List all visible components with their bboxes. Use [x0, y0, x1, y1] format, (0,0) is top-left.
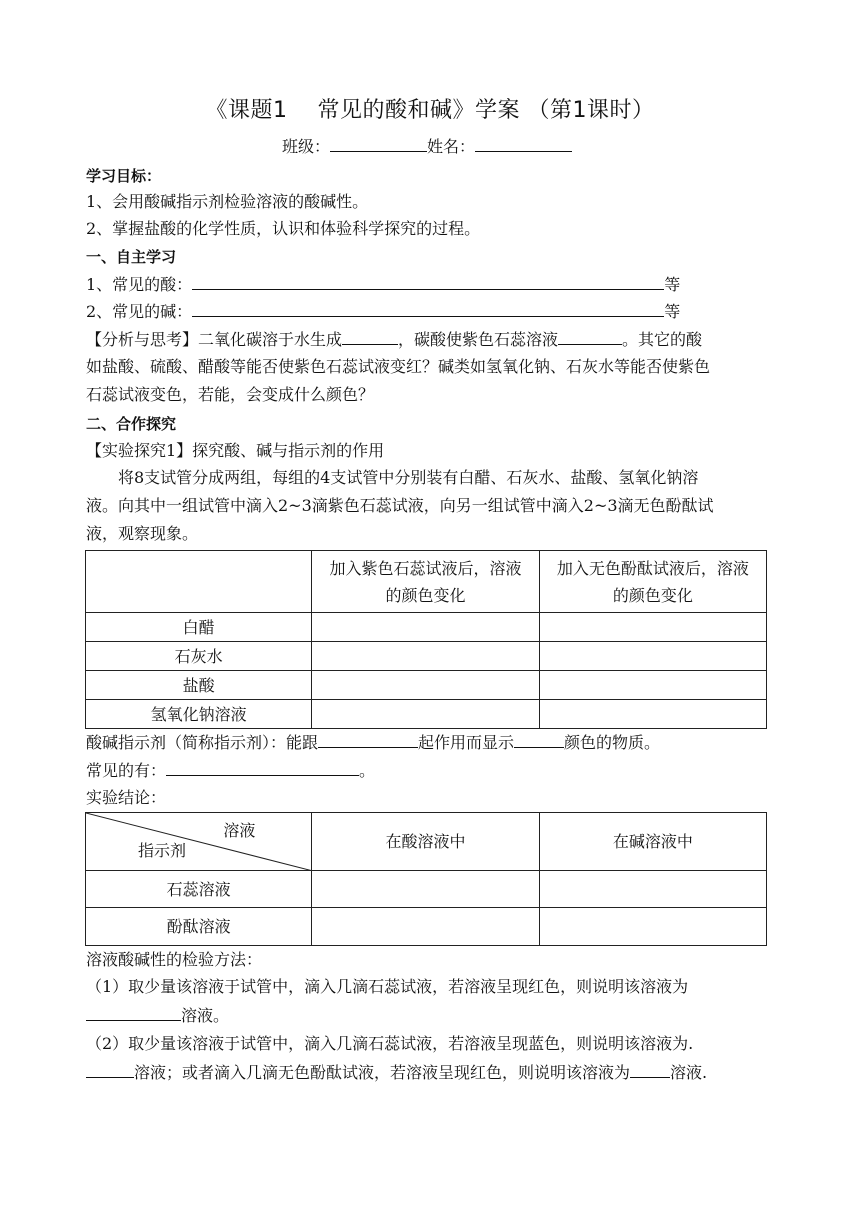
- table-header-row: [86, 813, 767, 871]
- test-item-2-line-1: （2）取少量该溶液于试管中，滴入几滴石蕊试液，若溶液呈现蓝色，则说明该溶液为.: [86, 1034, 694, 1053]
- analysis-blank-1[interactable]: [342, 328, 398, 345]
- section1-heading: 一、自主学习: [86, 248, 177, 266]
- test-method-heading: 溶液酸碱性的检验方法：: [86, 950, 263, 969]
- test-item-1-line-2: [86, 1004, 229, 1027]
- common-blank[interactable]: [166, 759, 359, 776]
- test-item-2-line-2: [86, 1061, 707, 1084]
- section2-heading: 二、合作探究: [86, 415, 177, 433]
- cell-naoh-phenol[interactable]: [539, 700, 766, 729]
- row-label-hcl: 盐酸: [86, 671, 312, 700]
- common-indicators-line: [86, 759, 375, 782]
- cell-vinegar-litmus[interactable]: [312, 613, 539, 642]
- experiment-line-1: 将8支试管分成两组，每组的4支试管中分别装有白醋、石灰水、盐酸、氢氧化钠溶: [118, 468, 699, 487]
- header-in-acid: 在酸溶液中: [312, 813, 539, 871]
- cell-hcl-phenol[interactable]: [539, 671, 766, 700]
- header-litmus-line-2: 的颜色变化: [385, 585, 466, 605]
- name-blank[interactable]: [475, 135, 572, 152]
- test-item-1-line-1: （1）取少量该溶液于试管中，滴入几滴石蕊试液，若溶液呈现红色，则说明该溶液为: [86, 977, 689, 996]
- table-header-row: [86, 551, 767, 613]
- analysis-line-3: 石蕊试液变色，若能，会变成什么颜色？: [86, 385, 375, 404]
- indicator-def-part1: 酸碱指示剂（简称指示剂）：能跟: [86, 733, 319, 752]
- base-suffix: 等: [664, 302, 681, 321]
- test-blank-1[interactable]: [86, 1004, 181, 1021]
- table-header-phenol: [539, 551, 766, 613]
- cell-limewater-phenol[interactable]: [539, 642, 766, 671]
- conclusion-table: [85, 812, 767, 946]
- common-acids-line: [86, 273, 680, 296]
- table-row: [86, 700, 767, 729]
- objective-item-1: 1、会用酸碱指示剂检验溶液的酸碱性。: [86, 192, 369, 211]
- acid-suffix: 等: [664, 275, 681, 294]
- cell-hcl-litmus[interactable]: [312, 671, 539, 700]
- row-label-limewater: 石灰水: [86, 642, 312, 671]
- table-row: [86, 642, 767, 671]
- analysis-part2: ，碳酸使紫色石蕊溶液: [398, 330, 559, 349]
- cell-naoh-litmus[interactable]: [312, 700, 539, 729]
- class-blank[interactable]: [330, 135, 427, 152]
- test-blank-3[interactable]: [630, 1061, 670, 1078]
- analysis-blank-2[interactable]: [558, 328, 622, 345]
- cell-litmus-base[interactable]: [539, 871, 766, 908]
- row-label-naoh: 氢氧化钠溶液: [86, 700, 312, 729]
- experiment-line-3: 液，观察现象。: [86, 524, 199, 543]
- class-name-line: [282, 135, 572, 158]
- row-label-phenolphthalein: 酚酞溶液: [86, 908, 312, 946]
- corner-top-label: 溶液: [223, 821, 256, 840]
- corner-bottom-label: 指示剂: [138, 841, 187, 860]
- indicator-results-table: [85, 550, 767, 729]
- table-row: [86, 671, 767, 700]
- page-title: 《课题1 常见的酸和碱》学案 （第1课时）: [205, 98, 655, 123]
- header-in-base: 在碱溶液中: [539, 813, 766, 871]
- analysis-line-1: [86, 328, 702, 351]
- test-item-2-part2: 溶液.: [670, 1063, 708, 1082]
- indicator-blank-1[interactable]: [318, 731, 418, 748]
- cell-litmus-acid[interactable]: [312, 871, 539, 908]
- test-item-2-part1: 溶液；或者滴入几滴无色酚酞试液，若溶液呈现红色，则说明该溶液为: [134, 1063, 631, 1082]
- analysis-part1: 【分析与思考】二氧化碳溶于水生成: [86, 330, 343, 349]
- header-phenol-line-2: 的颜色变化: [612, 585, 693, 605]
- test-item-1-suffix: 溶液。: [181, 1006, 230, 1025]
- common-part1: 常见的有：: [86, 761, 167, 780]
- indicator-definition-line: [86, 731, 660, 754]
- indicator-def-part3: 颜色的物质。: [564, 733, 661, 752]
- cell-vinegar-phenol[interactable]: [539, 613, 766, 642]
- table-row: [86, 908, 767, 946]
- cell-limewater-litmus[interactable]: [312, 642, 539, 671]
- analysis-part3: 。其它的酸: [622, 330, 703, 349]
- common-part2: 。: [359, 761, 376, 780]
- cell-phenol-base[interactable]: [539, 908, 766, 946]
- indicator-def-part2: 起作用而显示: [418, 733, 515, 752]
- cell-phenol-acid[interactable]: [312, 908, 539, 946]
- acid-blank[interactable]: [192, 273, 664, 290]
- base-blank[interactable]: [192, 300, 664, 317]
- indicator-blank-2[interactable]: [514, 731, 564, 748]
- conclusion-label: 实验结论：: [86, 788, 167, 807]
- table-header-litmus: [312, 551, 539, 613]
- objective-item-2: 2、掌握盐酸的化学性质，认识和体验科学探究的过程。: [86, 219, 481, 238]
- test-blank-2[interactable]: [86, 1061, 134, 1078]
- acid-prompt: 1、常见的酸：: [86, 275, 193, 294]
- header-litmus-line-1: 加入紫色石蕊试液后，溶液: [329, 558, 522, 578]
- name-label: 姓名：: [427, 137, 476, 156]
- header-phenol-line-1: 加入无色酚酞试液后，溶液: [556, 558, 749, 578]
- analysis-line-2: 如盐酸、硫酸、醋酸等能否使紫色石蕊试液变红？碱类如氢氧化钠、石灰水等能否使紫色: [86, 357, 711, 376]
- experiment-line-2: 液。向其中一组试管中滴入2~3滴紫色石蕊试液，向另一组试管中滴入2~3滴无色酚酞试: [86, 496, 714, 515]
- experiment-title: 【实验探究1】探究酸、碱与指示剂的作用: [86, 441, 385, 460]
- table-corner-cell: [86, 551, 312, 613]
- base-prompt: 2、常见的碱：: [86, 302, 193, 321]
- table-row: [86, 613, 767, 642]
- row-label-litmus: 石蕊溶液: [86, 871, 312, 908]
- row-label-vinegar: 白醋: [86, 613, 312, 642]
- diagonal-divider-line: [86, 813, 313, 871]
- common-bases-line: [86, 300, 680, 323]
- class-label: 班级：: [282, 137, 331, 156]
- objectives-heading: 学习目标：: [86, 167, 162, 185]
- diagonal-header-cell: [86, 813, 312, 871]
- table-row: [86, 871, 767, 908]
